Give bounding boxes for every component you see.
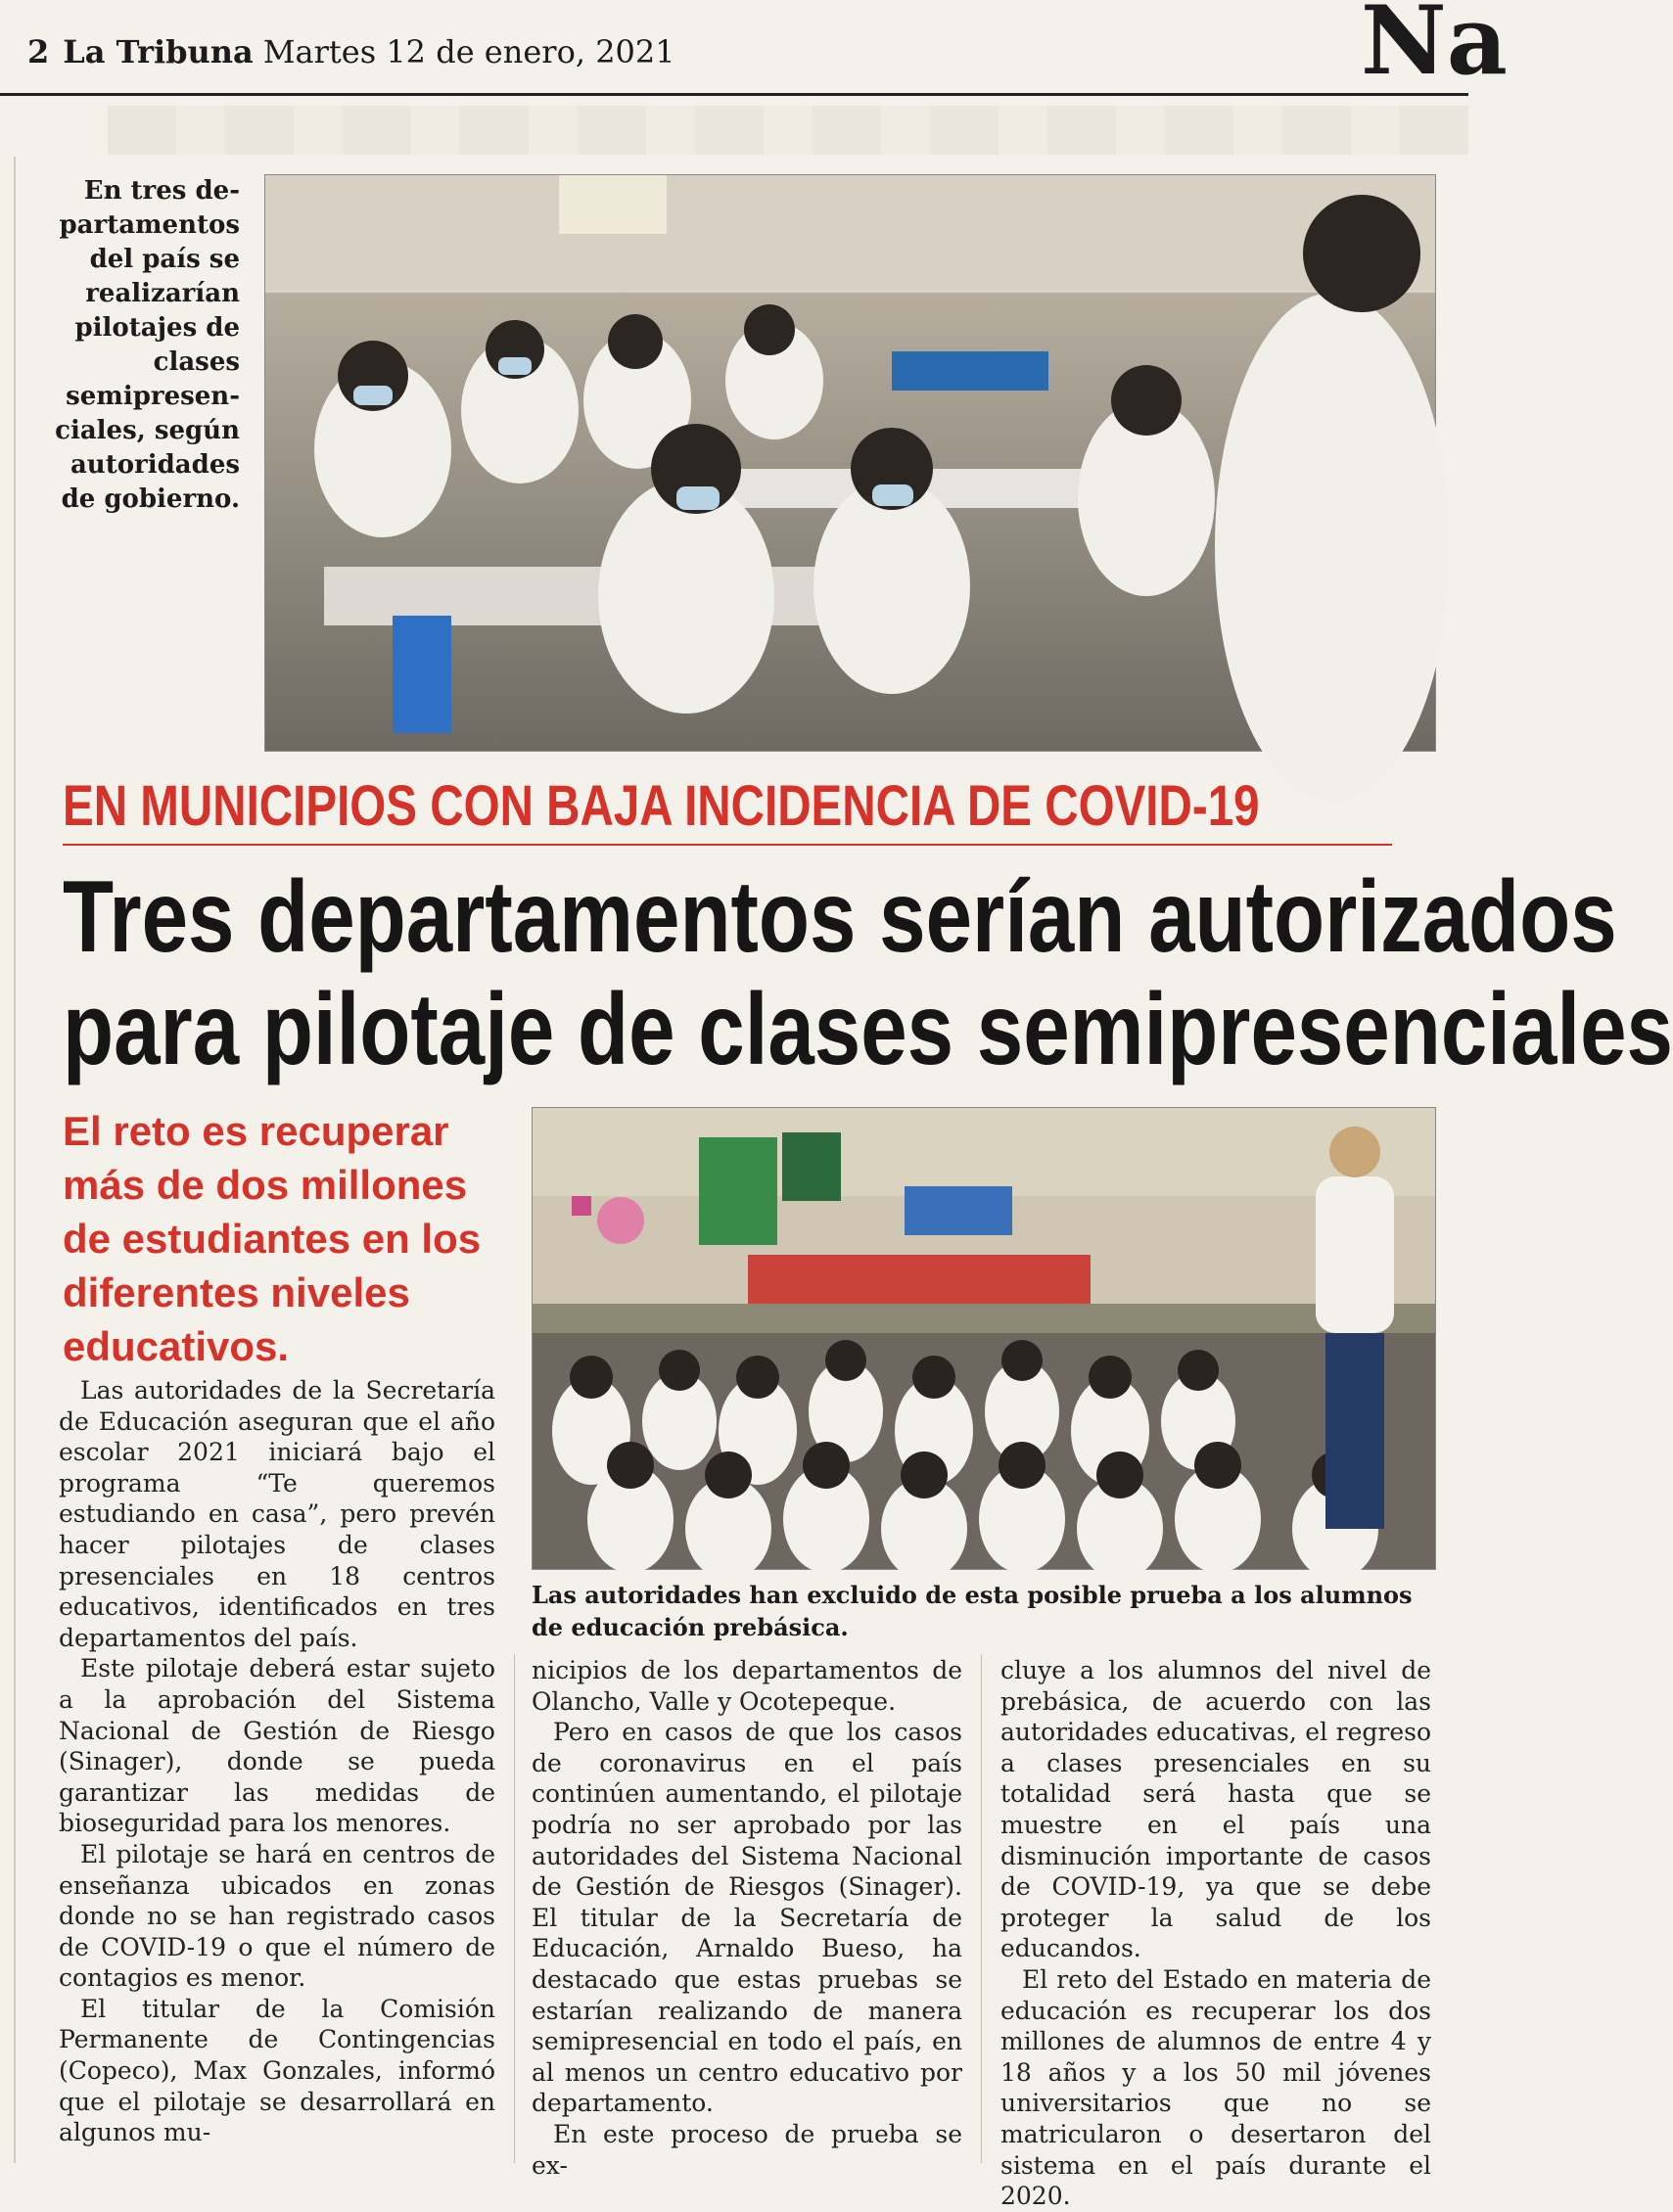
paragraph: Pero en casos de que los casos de coronavirus en el país continúen aumentando, el pilotaje podría no ser aprobado por las autoridades del Sistema Nacional de Gestión de Riesgos (Sinager). El titular de la Secretaría de Educación, Arnaldo Bueso, ha destacado que estas pruebas se estarían realizando de manera semipresencial en todo el país, en al menos un centro educativo por departamento.	[532, 1718, 962, 2118]
paragraph: cluye a los alumnos del nivel de prebásica, de acuerdo con las autoridades educativas, el regreso a clases presenciales en su totalidad será hasta que se muestre en el país una disminución importante de casos de COVID-19, ya que se debe proteger la salud de los educandos.	[1000, 1656, 1431, 1963]
column-divider	[981, 1654, 982, 2163]
classroom-students-photo	[264, 174, 1436, 752]
page-number: 2	[27, 33, 50, 70]
preschool-classroom-photo	[532, 1107, 1436, 1570]
body-column-1	[59, 1375, 495, 2148]
photo1-caption: En tres de- partamentos del país se realizarían pilotajes de clases semipresen- ciales, según autoridades de gobierno.	[55, 176, 240, 514]
headline-line-2: para pilotaje de clases semipresenciales	[63, 973, 1673, 1086]
body-column-2	[532, 1655, 962, 2181]
body-column-3	[1000, 1655, 1431, 2212]
column-divider	[514, 1654, 515, 2163]
paragraph: nicipios de los departamentos de Olancho, Valle y Ocotepeque.	[532, 1656, 962, 1716]
paragraph: El reto del Estado en materia de educación es recuperar los dos millones de alumnos de entre 4 y 18 años y a los 50 mil jóvenes universitarios que no se matricularon o desertaron del sistema en el país durante el 2020.	[1000, 1964, 1431, 2211]
paper-name: La Tribuna	[63, 33, 254, 70]
paragraph: Las autoridades de la Secretaría de Educación aseguran que el año escolar 2021 iniciará bajo el programa “Te queremos estudiando en casa”, pero prevén hacer pilotajes de clases presenciales en 18 centros educativos, identificados en tres departamentos del país.	[59, 1376, 495, 1652]
photo2-caption: Las autoridades han excluido de esta posible prueba a los alumnos de educación prebásica.	[532, 1581, 1413, 1641]
show-through-strip	[108, 106, 1468, 155]
left-margin-rule	[14, 157, 16, 2163]
paragraph: El pilotaje se hará en centros de enseñanza ubicados en zonas donde no se han registrado casos de COVID-19 o que el número de contagios es menor.	[59, 1839, 495, 1993]
section-title-fragment: Na	[1361, 0, 1508, 96]
paragraph: En este proceso de prueba se ex-	[532, 2119, 962, 2180]
issue-date: Martes 12 de enero, 2021	[262, 33, 675, 70]
article-subheadline: El reto es recuperar más de dos millones de estudiantes en los diferentes niveles educativos.	[63, 1108, 482, 1369]
kicker-underline	[63, 844, 1392, 846]
header-meta	[27, 33, 675, 70]
page-header	[0, 0, 1508, 96]
article-headline	[63, 860, 1673, 1086]
paragraph: El titular de la Comisión Permanente de Contingencias (Copeco), Max Gonzales, informó que el pilotaje se desarrollará en algunos mu-	[59, 1994, 495, 2147]
paragraph: Este pilotaje deberá estar sujeto a la aprobación del Sistema Nacional de Gestión de Riesgo (Sinager), donde se pueda garantizar las medidas de bioseguridad para los menores.	[59, 1654, 495, 1838]
headline-line-1: Tres departamentos serían autorizados	[63, 860, 1617, 974]
article-kicker: EN MUNICIPIOS CON BAJA INCIDENCIA DE COVID-19	[63, 774, 1260, 838]
